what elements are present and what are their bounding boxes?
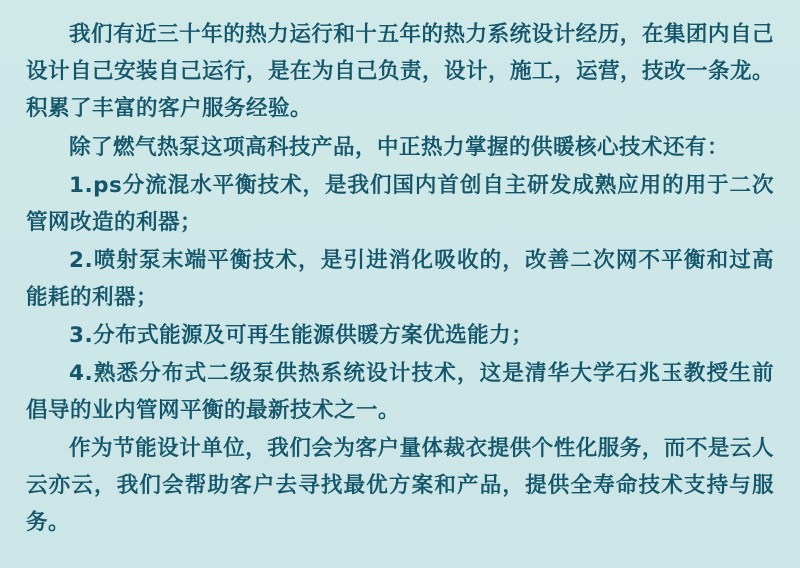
paragraph-3: 1.ps分流混水平衡技术，是我们国内首创自主研发成熟应用的用于二次管网改造的利器； [26,173,774,235]
paragraph-6: 4.熟悉分布式二级泵供热系统设计技术，这是清华大学石兆玉教授生前倡导的业内管网平衡的最新技术之一。 [26,361,774,423]
paragraph-4: 2.喷射泵末端平衡技术，是引进消化吸收的，改善二次网不平衡和过高能耗的利器； [26,248,774,310]
paragraph-1: 我们有近三十年的热力运行和十五年的热力系统设计经历，在集团内自己设计自己安装自己运行，是在为自己负责，设计，施工，运营，技改一条龙。积累了丰富的客户服务经验。 [26,22,775,121]
paragraph-5: 3.分布式能源及可再生能源供暖方案优选能力； [69,323,534,348]
paragraph-7: 作为节能设计单位，我们会为客户量体裁衣提供个性化服务，而不是云人云亦云，我们会帮助客户去寻找最优方案和产品，提供全寿命技术支持与服务。 [26,436,774,535]
paragraph-2: 除了燃气热泵这项高科技产品，中正热力掌握的供暖核心技术还有： [69,135,730,160]
document-body [26,16,774,541]
